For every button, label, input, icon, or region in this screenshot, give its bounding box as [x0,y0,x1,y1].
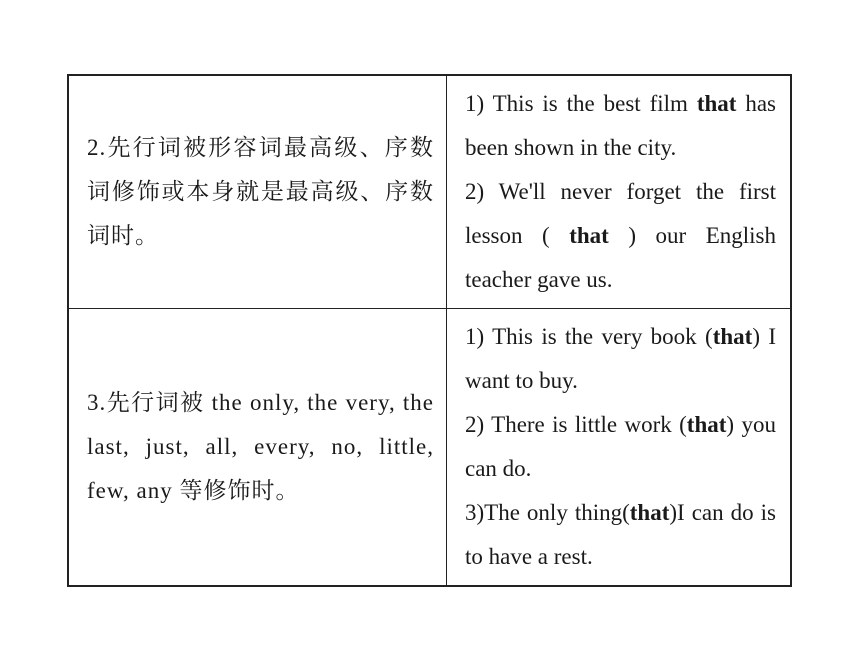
rule-text: 3.先行词被 the only, the very, the last, just, all, every, no, little, few, any 等修饰时。 [87,390,434,503]
grammar-rules-table [67,74,792,587]
rule-cell [68,309,447,587]
examples-cell [447,75,792,309]
examples-cell [447,309,792,587]
example-sentence: 3)The only thing(that)I can do is to have a rest. [465,500,776,569]
example-sentence: 2) There is little work (that) you can do. [465,412,776,481]
relative-pronoun: that [686,412,727,437]
relative-pronoun: that [629,500,670,525]
rule-cell [68,75,447,309]
table-row [68,309,791,587]
relative-pronoun: that [696,91,737,116]
relative-pronoun: that [712,324,753,349]
table-row [68,75,791,309]
example-sentence: 2) We'll never forget the first lesson ( that ) our English teacher gave us. [465,179,776,292]
relative-pronoun: that [569,223,609,248]
example-sentence: 1) This is the very book (that) I want to buy. [465,324,776,393]
rule-text: 2.先行词被形容词最高级、序数词修饰或本身就是最高级、序数词时。 [87,135,434,248]
example-sentence: 1) This is the best film that has been shown in the city. [465,91,776,160]
